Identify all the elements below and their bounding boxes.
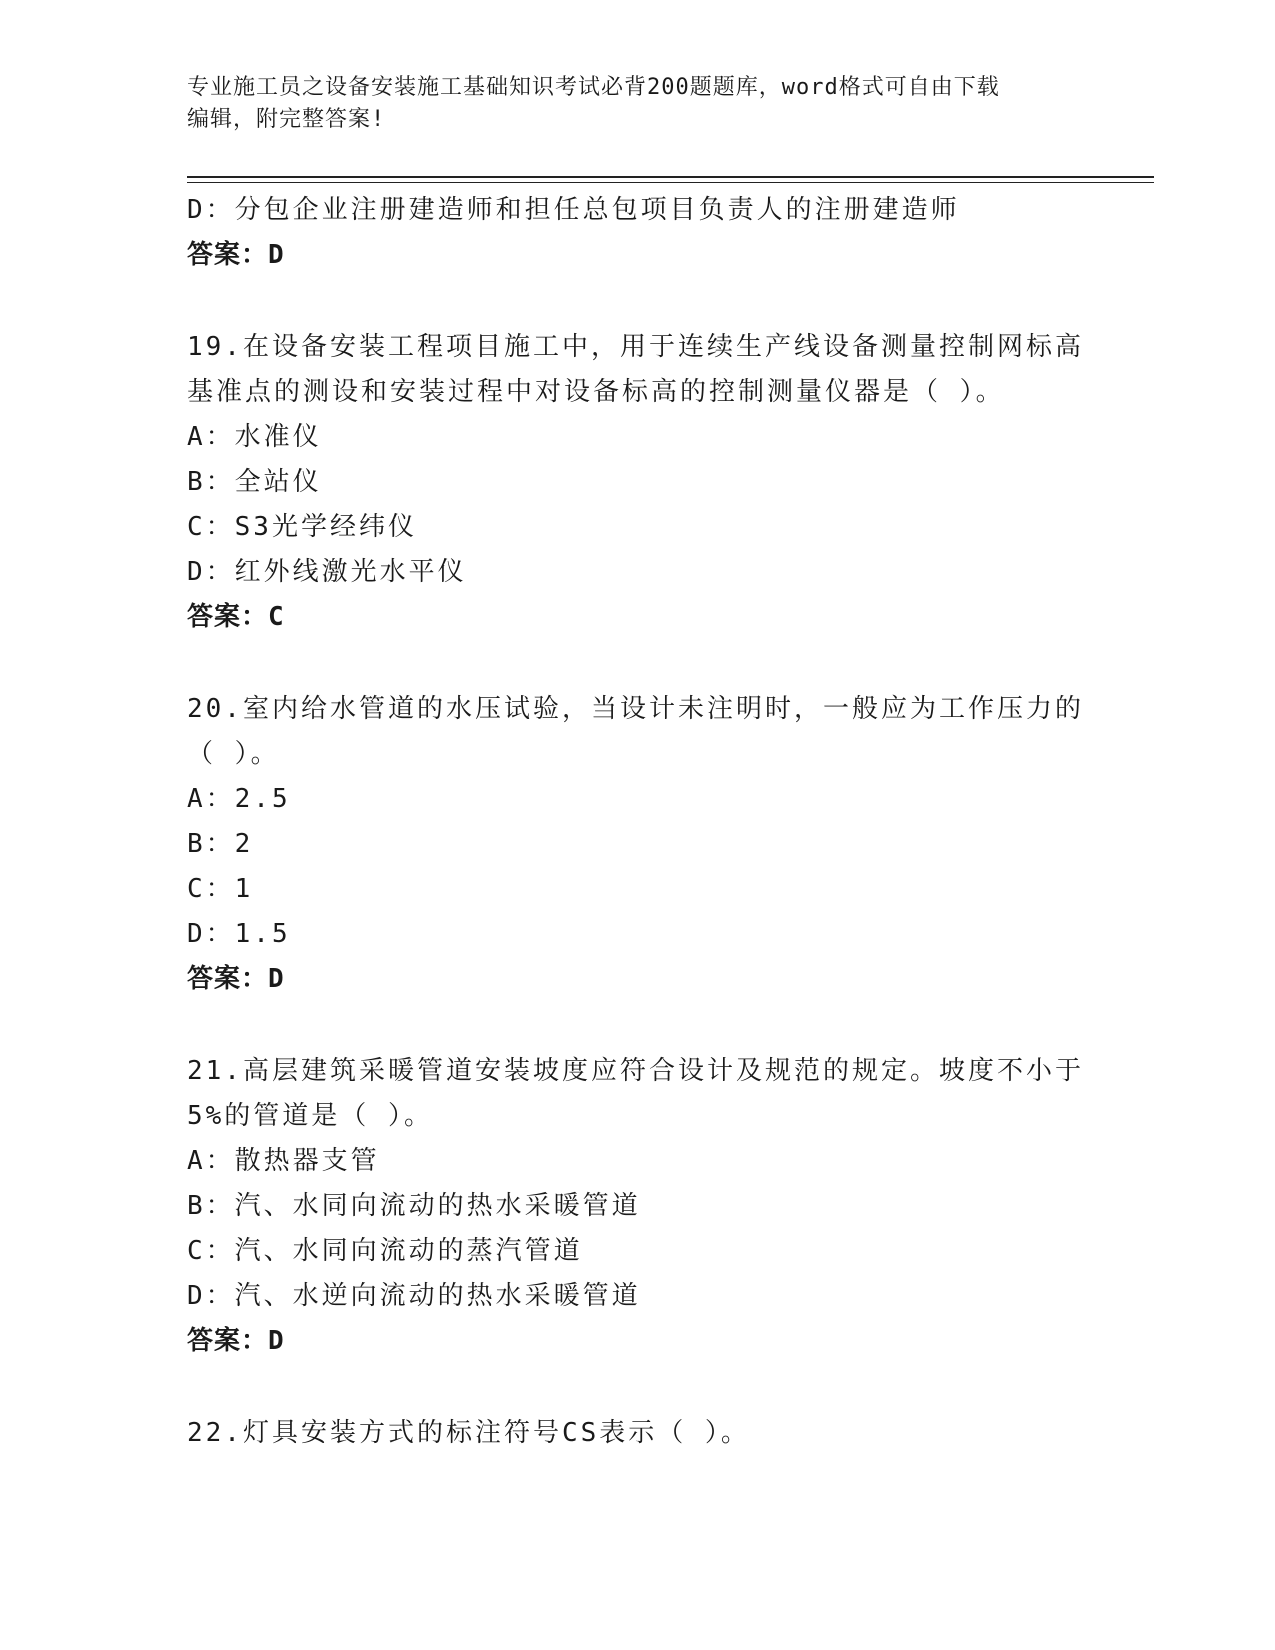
answer: 答案：D <box>187 1326 285 1356</box>
question-21 <box>187 1049 1087 1364</box>
option-d: D：分包企业注册建造师和担任总包项目负责人的注册建造师 <box>187 195 960 225</box>
option-d: D：1.5 <box>187 919 291 949</box>
question-19 <box>187 325 1087 640</box>
question-text-line: 20.室内给水管道的水压试验，当设计未注明时，一般应为工作压力的 <box>187 694 1084 724</box>
option-d: D：红外线激光水平仪 <box>187 557 467 587</box>
document-body <box>187 188 1087 1456</box>
option-a: A：水准仪 <box>187 422 322 452</box>
option-b: B：2 <box>187 829 254 859</box>
page-header <box>187 72 1087 136</box>
question-text-line: 5%的管道是（ ）。 <box>187 1101 433 1131</box>
header-divider <box>187 176 1154 183</box>
question-text-line: 基准点的测设和安装过程中对设备标高的控制测量仪器是（ ）。 <box>187 377 1005 407</box>
question-20 <box>187 687 1087 1002</box>
header-line-1: 专业施工员之设备安装施工基础知识考试必背200题题库，word格式可自由下载 <box>187 75 1000 100</box>
question-text-line: 22.灯具安装方式的标注符号CS表示（ ）。 <box>187 1418 750 1448</box>
previous-question-tail <box>187 188 1087 278</box>
answer: 答案：D <box>187 240 285 270</box>
question-text-line: 21.高层建筑采暖管道安装坡度应符合设计及规范的规定。坡度不小于 <box>187 1056 1084 1086</box>
option-a: A：2.5 <box>187 784 291 814</box>
option-d: D：汽、水逆向流动的热水采暖管道 <box>187 1281 641 1311</box>
option-c: C：汽、水同向流动的蒸汽管道 <box>187 1236 583 1266</box>
answer: 答案：D <box>187 964 285 994</box>
option-b: B：全站仪 <box>187 467 322 497</box>
option-a: A：散热器支管 <box>187 1146 380 1176</box>
question-text-line: 19.在设备安装工程项目施工中，用于连续生产线设备测量控制网标高 <box>187 332 1084 362</box>
option-b: B：汽、水同向流动的热水采暖管道 <box>187 1191 641 1221</box>
answer: 答案：C <box>187 602 285 632</box>
option-c: C：S3光学经纬仪 <box>187 512 417 542</box>
option-c: C：1 <box>187 874 254 904</box>
question-text-line: （ ）。 <box>187 739 280 769</box>
question-22 <box>187 1411 1087 1456</box>
header-line-2: 编辑，附完整答案! <box>187 107 386 132</box>
